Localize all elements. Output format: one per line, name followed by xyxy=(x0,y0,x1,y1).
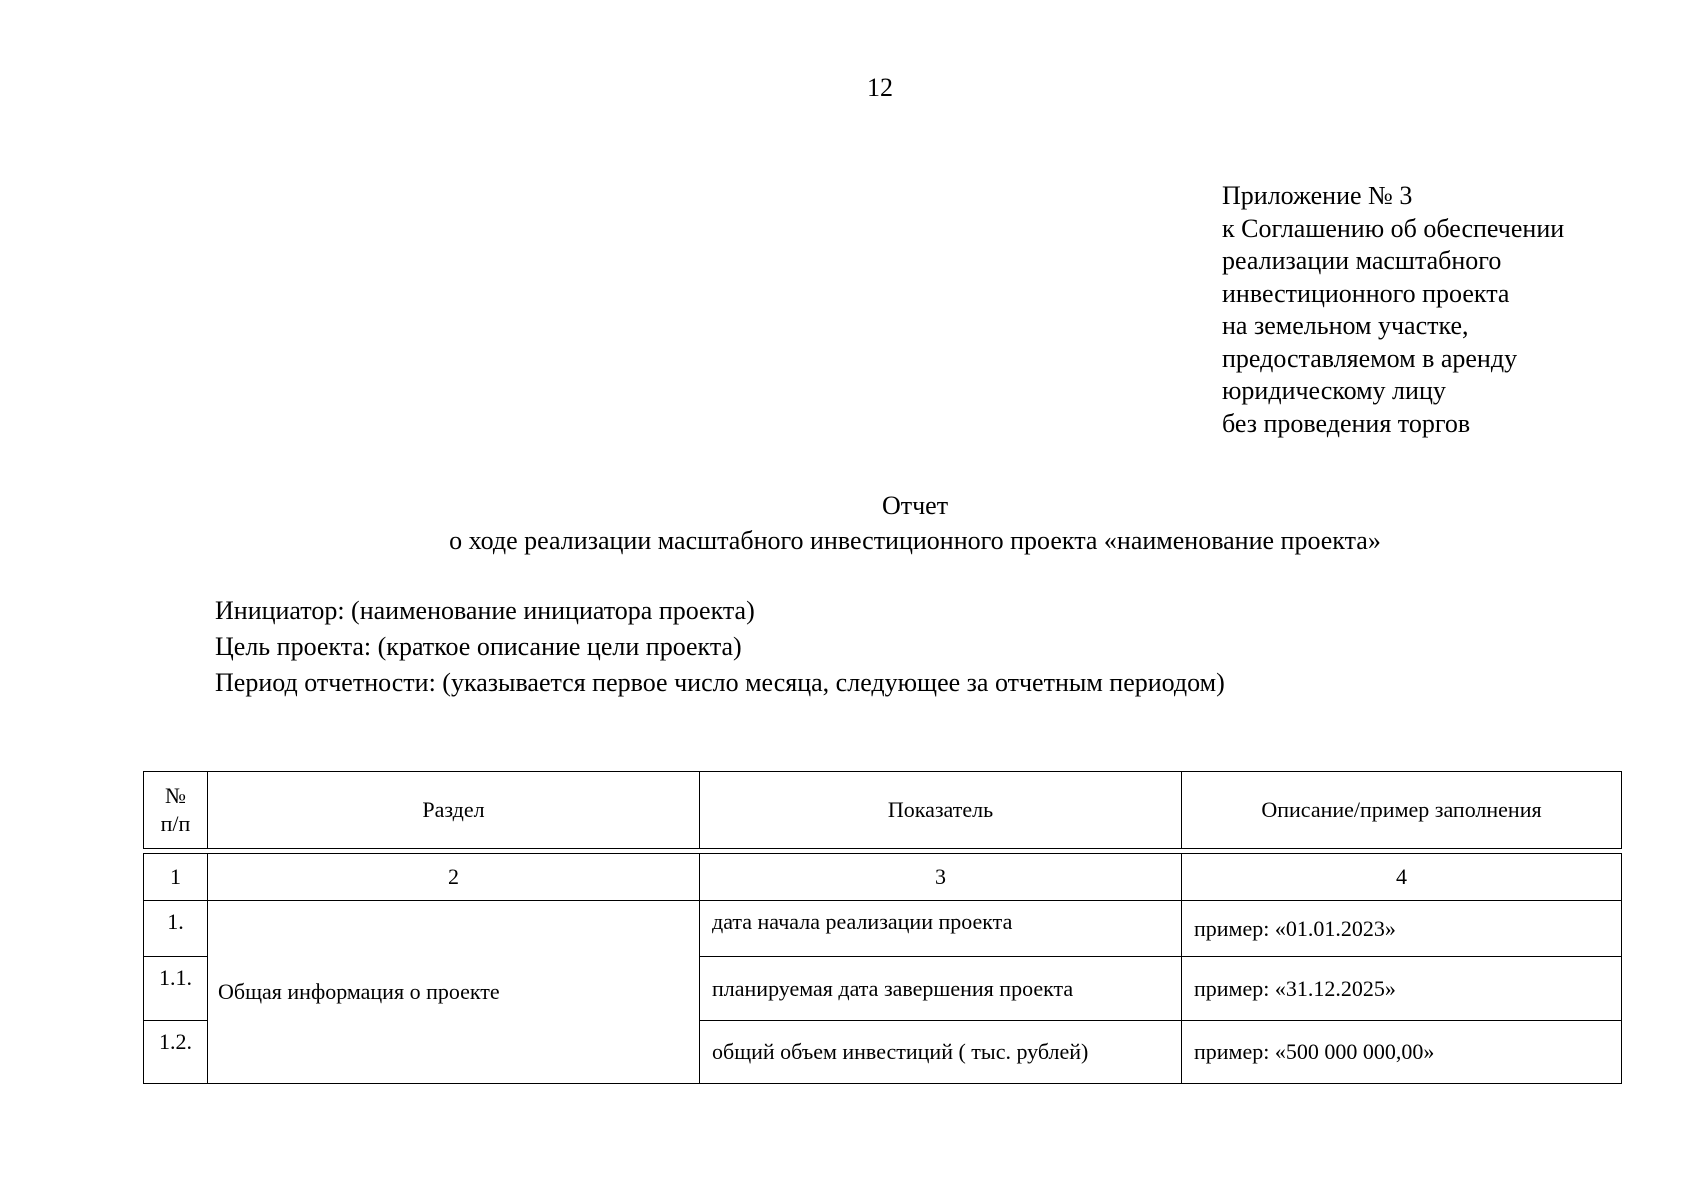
example-cell: пример: «01.01.2023» xyxy=(1182,901,1622,957)
initiator-line: Инициатор: (наименование инициатора проекта) xyxy=(215,596,755,625)
row-number: 1. xyxy=(144,901,208,957)
column-number: 1 xyxy=(144,854,208,901)
report-table-header xyxy=(143,771,1622,849)
appendix-line: Приложение № 3 xyxy=(1222,181,1413,210)
section-cell: Общая информация о проекте xyxy=(208,901,700,1084)
goal-line: Цель проекта: (краткое описание цели проекта) xyxy=(215,632,742,661)
appendix-block xyxy=(1222,180,1564,440)
example-cell: пример: «500 000 000,00» xyxy=(1182,1021,1622,1084)
report-meta xyxy=(215,593,1225,701)
appendix-line: к Соглашению об обеспечении xyxy=(1222,213,1565,243)
appendix-line: на земельном участке, xyxy=(1222,311,1469,340)
page-number: 12 xyxy=(867,73,893,102)
indicator-cell: планируемая дата завершения проекта xyxy=(700,957,1182,1021)
appendix-line: без проведения торгов xyxy=(1222,408,1471,438)
indicator-cell: общий объем инвестиций ( тыс. рублей) xyxy=(700,1021,1182,1084)
table-row xyxy=(144,901,1622,957)
appendix-line: юридическому лицу xyxy=(1222,376,1446,405)
column-number: 3 xyxy=(700,854,1182,901)
row-number: 1.2. xyxy=(144,1021,208,1084)
report-title: Отчет xyxy=(881,491,949,520)
header-num-line1: № xyxy=(165,783,186,808)
row-number: 1.1. xyxy=(144,957,208,1021)
appendix-line: инвестиционного проекта xyxy=(1222,278,1510,308)
report-table-body xyxy=(143,853,1622,1084)
header-num xyxy=(144,772,208,849)
header-num-line2: п/п xyxy=(160,811,191,836)
period-line: Период отчетности: (указывается первое число месяца, следующее за отчетным периодом) xyxy=(215,668,1225,697)
column-number: 2 xyxy=(208,854,700,901)
appendix-line: предоставляемом в аренду xyxy=(1222,343,1518,373)
header-section: Раздел xyxy=(208,772,700,849)
column-number-row xyxy=(144,854,1622,901)
column-number: 4 xyxy=(1182,854,1622,901)
indicator-cell: дата начала реализации проекта xyxy=(700,901,1182,957)
header-indicator: Показатель xyxy=(700,772,1182,849)
header-description: Описание/пример заполнения xyxy=(1182,772,1622,849)
report-subtitle: о ходе реализации масштабного инвестиционного проекта «наименование проекта» xyxy=(449,526,1381,555)
example-cell: пример: «31.12.2025» xyxy=(1182,957,1622,1021)
appendix-line: реализации масштабного xyxy=(1222,246,1502,275)
